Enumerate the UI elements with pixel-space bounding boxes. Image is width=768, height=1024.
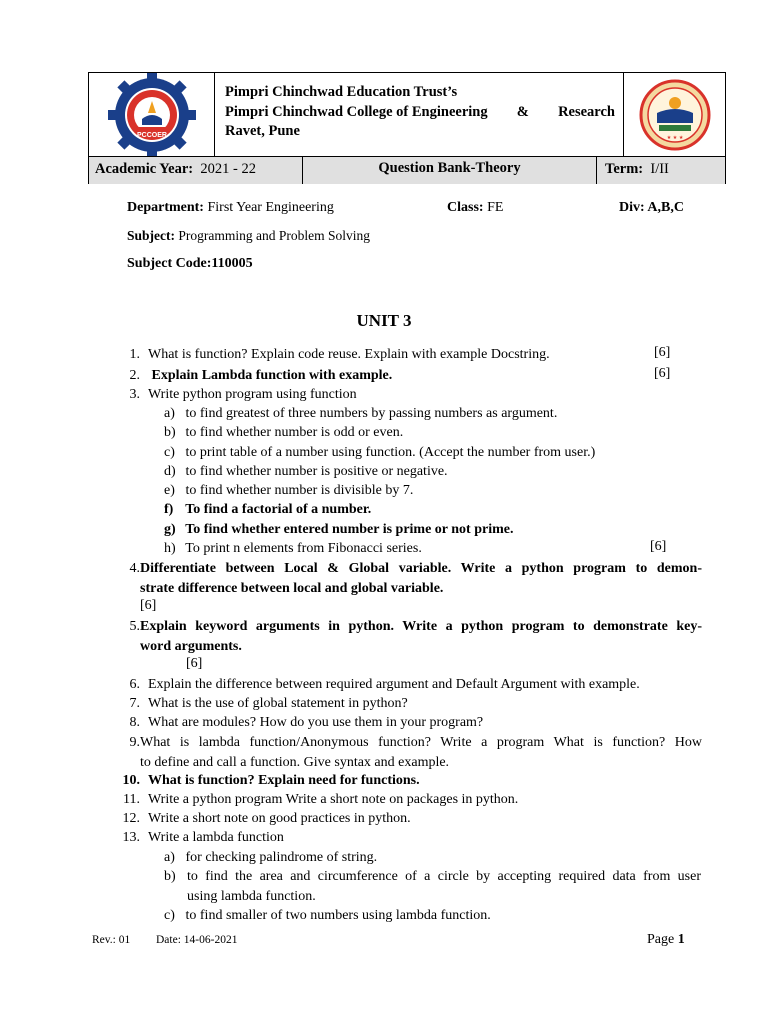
page-number: Page 1	[647, 932, 685, 947]
pccoer-logo-icon	[89, 73, 215, 156]
question-11: 11. Write a python program Write a short note on packages in python.	[123, 792, 519, 807]
question-3-sub-f: f) To find a factorial of a number.	[164, 502, 372, 517]
question-3-sub-d: d) to find whether number is positive or negative.	[164, 464, 448, 479]
subject-code: Subject Code:110005	[127, 256, 253, 271]
footer-date: Date: 14-06-2021	[156, 934, 238, 946]
unit-title: UNIT 3	[356, 311, 412, 330]
question-3-sub-h: h) To print n elements from Fibonacci series.	[164, 541, 422, 556]
question-3-sub-g: g) To find whether entered number is prime or not prime.	[164, 522, 514, 537]
question-2-mark: [6]	[654, 366, 671, 381]
question-6: 6. Explain the difference between required argument and Default Argument with example.	[129, 677, 640, 692]
department-line: Department: First Year Engineering	[127, 200, 334, 215]
institution-names	[225, 83, 615, 142]
footer-rev: Rev.: 01	[92, 934, 131, 946]
question-13-sub-b: b)	[164, 869, 176, 884]
question-13-sub-c: c) to find smaller of two numbers using lambda function.	[164, 908, 491, 923]
university-logo-cell	[623, 73, 725, 156]
question-13-sub-a: a) for checking palindrome of string.	[164, 850, 378, 865]
document-type: Question Bank-Theory	[303, 157, 597, 184]
question-5-mark: [6]	[186, 656, 203, 671]
question-5: Explain keyword arguments in python. Write a python program to demonstrate key- word arguments.	[140, 619, 702, 654]
college-location: Ravet, Pune	[225, 123, 300, 139]
class-line: Class: FE	[447, 200, 504, 215]
question-3-sub-c: c) to print table of a number using function. (Accept the number from user.)	[164, 445, 596, 460]
question-1: 1. What is function? Explain code reuse. Explain with example Docstring.	[129, 347, 550, 362]
trust-name: Pimpri Chinchwad Education Trust’s	[225, 84, 458, 100]
svg-text:★ ★ ★: ★ ★ ★	[666, 135, 684, 141]
question-13-sub-b-text: to find the area and circumference of a circle by accepting required data from user using lambda function.	[187, 869, 701, 904]
header-info-row	[89, 156, 725, 184]
question-12: 12. Write a short note on good practices in python.	[122, 811, 411, 826]
question-2: 2. Explain Lambda function with example.	[129, 368, 393, 383]
question-3: 3. Write python program using function	[129, 387, 357, 402]
college-name: Pimpri Chinchwad College of Engineering & Research	[225, 103, 615, 120]
question-3-sub-a: a) to find greatest of three numbers by passing numbers as argument.	[164, 406, 558, 421]
question-4-number: 4.	[129, 561, 140, 576]
question-9-number: 9.	[129, 735, 140, 750]
question-4-mark: [6]	[140, 598, 157, 613]
question-4: Differentiate between Local & Global variable. Write a python program to demon- strate difference between local and global variable.	[140, 561, 702, 596]
question-10: 10. What is function? Explain need for functions.	[122, 773, 420, 788]
term-cell: Term: I/II	[605, 161, 669, 177]
question-3-sub-e: e) to find whether number is divisible by 7.	[164, 483, 414, 498]
logo-left-text: PCCOER	[137, 132, 167, 139]
question-1-mark: [6]	[654, 345, 671, 360]
subject-line: Subject: Programming and Problem Solving	[127, 228, 370, 243]
header-table	[88, 72, 726, 184]
university-seal-icon	[624, 73, 726, 156]
question-5-number: 5.	[129, 619, 140, 634]
question-9: What is lambda function/Anonymous function? Write a program What is function? How to define and call a function. Give syntax and example.	[140, 735, 702, 770]
question-3-sub-b: b) to find whether number is odd or even.	[164, 425, 404, 440]
question-13: 13. Write a lambda function	[122, 830, 284, 845]
question-7: 7. What is the use of global statement in python?	[129, 696, 408, 711]
div-line: Div: A,B,C	[619, 200, 684, 215]
academic-year-cell: Academic Year: 2021 - 22	[89, 157, 303, 184]
college-logo-cell	[89, 73, 215, 156]
question-8: 8. What are modules? How do you use them in your program?	[129, 715, 484, 730]
question-3-mark: [6]	[650, 539, 667, 554]
